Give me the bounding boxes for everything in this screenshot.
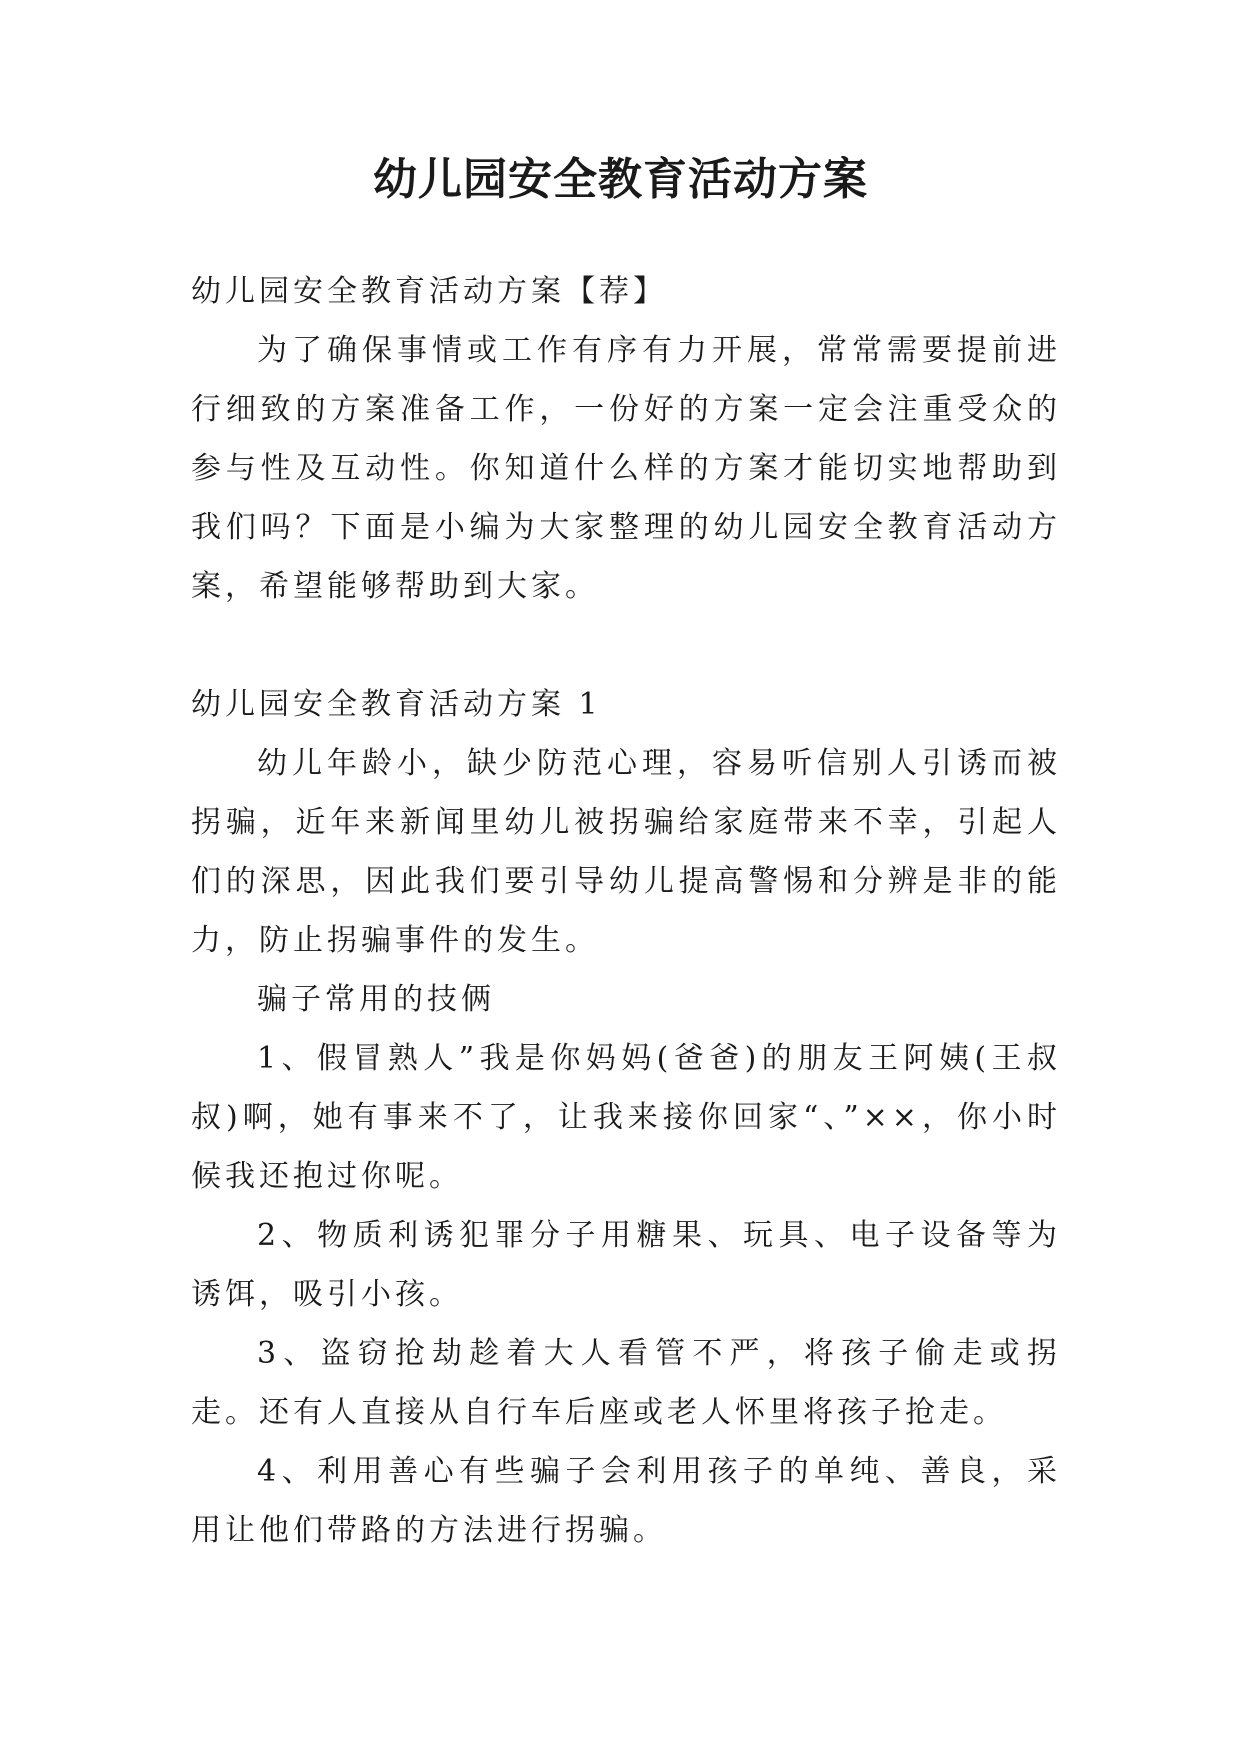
document-title: 幼儿园安全教育活动方案	[373, 154, 868, 205]
list-item: 1、假冒熟人”我是你妈妈(爸爸)的朋友王阿姨(王叔叔)啊，她有事来不了，让我来接你回家“、”××，你小时候我还抱过你呢。	[191, 1041, 1061, 1194]
document-subtitle: 幼儿园安全教育活动方案【荐】	[191, 274, 667, 309]
section-paragraph: 幼儿年龄小，缺少防范心理，容易听信别人引诱而被拐骗，近年来新闻里幼儿被拐骗给家庭带来不幸，引起人们的深思，因此我们要引导幼儿提高警惕和分辨是非的能力，防止拐骗事件的发生。	[191, 746, 1061, 958]
section-paragraph: 骗子常用的技俩	[257, 982, 495, 1017]
section-heading: 幼儿园安全教育活动方案 1	[191, 687, 602, 722]
intro-paragraph: 为了确保事情或工作有序有力开展，常常需要提前进行细致的方案准备工作，一份好的方案一定会注重受众的参与性及互动性。你知道什么样的方案才能切实地帮助到我们吗？下面是小编为大家整理的幼儿园安全教育活动方案，希望能够帮助到大家。	[191, 333, 1061, 604]
list-item: 2、物质利诱犯罪分子用糖果、玩具、电子设备等为诱饵，吸引小孩。	[191, 1218, 1061, 1312]
list-item: 4、利用善心有些骗子会利用孩子的单纯、善良，采用让他们带路的方法进行拐骗。	[191, 1454, 1061, 1548]
document-body	[191, 262, 1061, 1560]
section-spacer	[191, 616, 1061, 675]
list-item: 3、盗窃抢劫趁着大人看管不严，将孩子偷走或拐走。还有人直接从自行车后座或老人怀里将孩子抢走。	[191, 1336, 1061, 1430]
